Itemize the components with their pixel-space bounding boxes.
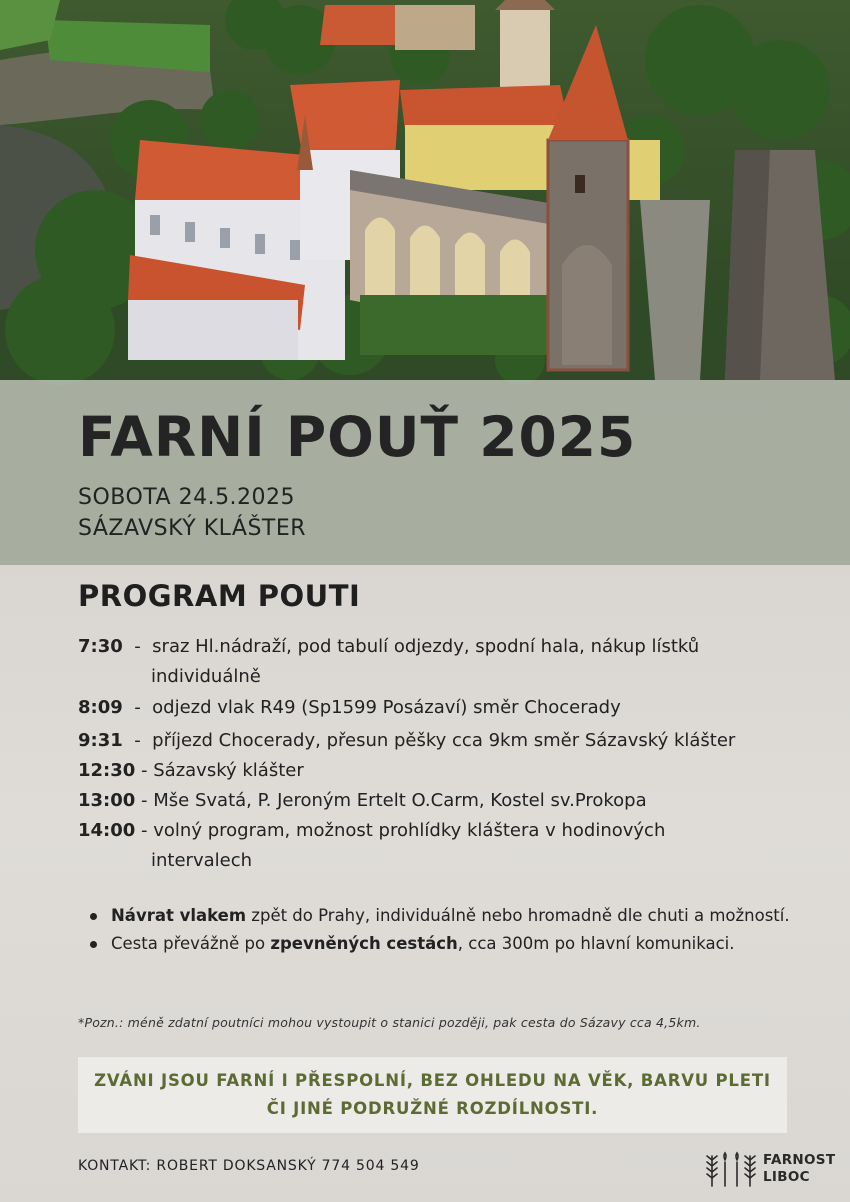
- bullet-text: zpět do Prahy, individuálně nebo hromadně dle chuti a možností.: [246, 906, 790, 925]
- schedule-separator: -: [135, 760, 154, 781]
- schedule-item: [78, 786, 798, 816]
- parish-logo: [703, 1148, 836, 1190]
- schedule-item: [78, 693, 798, 723]
- bullet-bold: Návrat vlakem: [111, 906, 247, 925]
- schedule-separator: -: [135, 820, 154, 841]
- schedule-separator: -: [122, 636, 153, 657]
- schedule-continuation: individuálně: [151, 666, 261, 687]
- wheat-and-candles-icon: [703, 1150, 759, 1188]
- logo-line-1: FARNOST: [763, 1152, 836, 1168]
- page-title: FARNÍ POUŤ 2025: [78, 405, 637, 469]
- schedule-separator: -: [135, 790, 154, 811]
- bullet-item: [90, 902, 790, 930]
- contact-line: KONTAKT: ROBERT DOKSANSKÝ 774 504 549: [78, 1158, 420, 1174]
- invitation-box: [78, 1057, 787, 1133]
- schedule-time: 14:00: [78, 820, 136, 841]
- schedule-time: 7:30: [78, 636, 123, 657]
- info-bullets: [90, 902, 790, 958]
- schedule-text: Mše Svatá, P. Jeroným Ertelt O.Carm, Kostel sv.Prokopa: [153, 790, 647, 811]
- logo-line-2: LIBOC: [763, 1169, 810, 1185]
- invitation-text: ZVÁNI JSOU FARNÍ I PŘESPOLNÍ, BEZ OHLEDU NA VĚK, BARVU PLETI ČI JINÉ PODRUŽNÉ ROZDÍLNOSTI.: [94, 1071, 771, 1118]
- schedule-time: 13:00: [78, 790, 136, 811]
- schedule-item: [78, 726, 798, 756]
- schedule-text: volný program, možnost prohlídky kláštera v hodinových: [153, 820, 666, 841]
- title-block: [78, 404, 778, 544]
- bullet-text: , cca 300m po hlavní komunikaci.: [457, 934, 735, 953]
- schedule-text: odjezd vlak R49 (Sp1599 Posázaví) směr Chocerady: [152, 697, 621, 718]
- schedule-time: 8:09: [78, 697, 123, 718]
- logo-text: [763, 1152, 835, 1186]
- schedule-separator: -: [122, 697, 153, 718]
- bullet-bold: zpevněných cestách: [270, 934, 458, 953]
- event-place: SÁZAVSKÝ KLÁŠTER: [78, 516, 307, 541]
- schedule-item: [78, 816, 798, 846]
- bullet-item: [90, 930, 790, 958]
- schedule-text: příjezd Chocerady, přesun pěšky cca 9km směr Sázavský klášter: [152, 730, 736, 751]
- bullet-text: Cesta převážně po: [111, 934, 271, 953]
- schedule-text: Sázavský klášter: [153, 760, 304, 781]
- event-date: SOBOTA 24.5.2025: [78, 485, 296, 510]
- schedule-continuation: intervalech: [151, 850, 253, 871]
- program-heading: PROGRAM POUTI: [78, 579, 361, 613]
- schedule-time: 12:30: [78, 760, 136, 781]
- schedule-time: 9:31: [78, 730, 123, 751]
- schedule-text: sraz Hl.nádraží, pod tabulí odjezdy, spodní hala, nákup lístků: [152, 636, 700, 657]
- schedule-item: [78, 756, 798, 786]
- schedule-list: [78, 632, 798, 876]
- schedule-separator: -: [122, 730, 153, 751]
- footnote: *Pozn.: méně zdatní poutníci mohou vystoupit o stanici později, pak cesta do Sázavy cca 4,5km.: [78, 1015, 701, 1030]
- schedule-item: [78, 632, 798, 662]
